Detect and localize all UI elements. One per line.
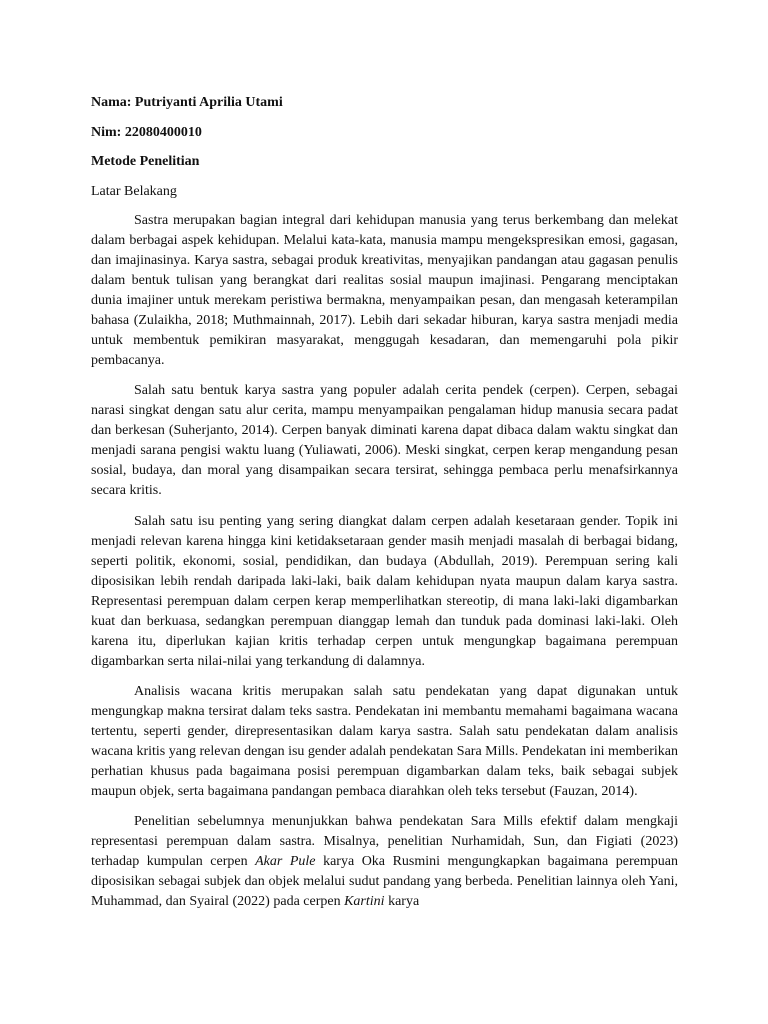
- document-body: [91, 93, 678, 922]
- story-title-kartini: Kartini: [344, 894, 385, 910]
- paragraph-5-text-a: Penelitian sebelumnya menunjukkan bahwa pendekatan Sara Mills efektif dalam mengkaji representasi perempuan dalam sastra. Misalnya, penelitian Nurhamidah, Sun, dan Figiati (2023) terhadap kumpulan cerpen: [91, 814, 678, 870]
- paragraph-5: [91, 812, 678, 912]
- paragraph-2: Salah satu bentuk karya sastra yang populer adalah cerita pendek (cerpen). Cerpen, sebagai narasi singkat dengan satu alur cerita, mampu menyampaikan pengalaman hidup manusia secara padat dan berkesan (Suherjanto, 2014). Cerpen banyak diminati karena dapat dibaca dalam waktu singkat dan menjadi sarana pengisi waktu luang (Yuliawati, 2006). Meski singkat, cerpen kerap mengandung pesan sosial, budaya, dan moral yang disampaikan secara tersirat, sehingga pembaca perlu menafsirkannya secara kritis.: [91, 383, 678, 499]
- paragraph-1: Sastra merupakan bagian integral dari kehidupan manusia yang terus berkembang dan melekat dalam berbagai aspek kehidupan. Melalui kata-kata, manusia mampu mengekspresikan emosi, gagasan, dan imajinasinya. Karya sastra, sebagai produk kreativitas, menyajikan pandangan atau gagasan penulis dalam bentuk tulisan yang berangkat dari realitas sosial maupun imajinasi. Pengarang menciptakan dunia imajiner untuk merekam peristiwa bermakna, menyampaikan pesan, dan mengasah keterampilan bahasa (Zulaikha, 2018; Muthmainnah, 2017). Lebih dari sekadar hiburan, karya sastra menjadi media untuk membentuk pemikiran masyarakat, menggugah kesadaran, dan memengaruhi pola pikir pembacanya.: [91, 213, 678, 368]
- book-title-akar-pule: Akar Pule: [255, 854, 316, 870]
- subsection-title: Latar Belakang: [91, 183, 177, 199]
- paragraph-5-text-b: karya Oka Rusmini mengungkapkan bagaimana perempuan diposisikan sebagai subjek dan objek melalui sudut pandang yang berbeda. Penelitian lainnya oleh Yani, Muhammad, dan Syairal (2022) pada cerpen: [91, 854, 678, 910]
- paragraph-3: Salah satu isu penting yang sering diangkat dalam cerpen adalah kesetaraan gender. Topik ini menjadi relevan karena hingga kini ketidaksetaraan gender masih menjadi masalah di berbagai bidang, seperti politik, ekonomi, sosial, pendidikan, dan budaya (Abdullah, 2019). Perempuan sering kali diposisikan lebih rendah daripada laki-laki, baik dalam kehidupan nyata maupun dalam karya sastra. Representasi perempuan dalam cerpen kerap memperlihatkan stereotip, di mana laki-laki digambarkan kuat dan berkuasa, sedangkan perempuan dianggap lemah dan tunduk pada dominasi laki-laki. Oleh karena itu, diperlukan kajian kritis terhadap cerpen untuk mengungkap bagaimana perempuan digambarkan serta nilai-nilai yang terkandung di dalamnya.: [91, 513, 678, 669]
- student-id-line: Nim: 22080400010: [91, 124, 202, 140]
- section-title: Metode Penelitian: [91, 154, 200, 169]
- paragraph-5-text-c: karya: [384, 894, 420, 910]
- author-name-line: Nama: Putriyanti Aprilia Utami: [91, 95, 283, 110]
- paragraph-4: Analisis wacana kritis merupakan salah satu pendekatan yang dapat digunakan untuk mengungkap makna tersirat dalam teks sastra. Pendekatan ini membantu memahami bagaimana wacana tertentu, seperti gender, direpresentasikan dalam karya sastra. Salah satu pendekatan dalam analisis wacana kritis yang relevan dengan isu gender adalah pendekatan Sara Mills. Pendekatan ini memberikan perhatian khusus pada bagaimana posisi perempuan digambarkan dalam teks, baik sebagai subjek maupun objek, serta bagaimana pandangan pembaca diarahkan oleh teks tersebut (Fauzan, 2014).: [91, 683, 679, 799]
